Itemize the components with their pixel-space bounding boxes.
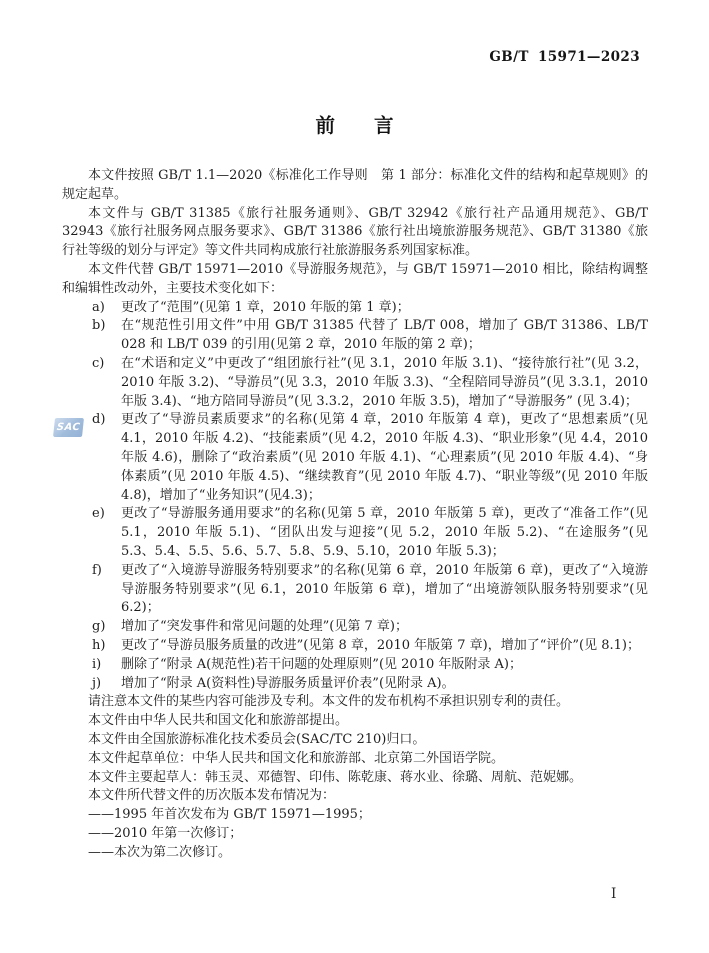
history-item: ——2010 年第一次修订； [88, 825, 243, 841]
change-item-label: h) [92, 637, 106, 653]
change-item [62, 411, 648, 505]
change-item [62, 656, 648, 675]
change-item-label: j) [92, 675, 102, 691]
change-item [62, 505, 648, 561]
main-drafters: 本文件主要起草人：韩玉灵、邓德智、印伟、陈乾康、蒋水业、徐璐、周航、范妮娜。 [88, 769, 583, 785]
change-item [62, 317, 648, 355]
change-item-label: e) [92, 506, 105, 522]
history-intro: 本文件所代替文件的历次版本发布情况为： [88, 788, 336, 804]
change-item-text: 删除了“附录 A(规范性)若干问题的处理原则”(见 2010 年版附录 A)； [121, 656, 522, 672]
proposed-by: 本文件由中华人民共和国文化和旅游部提出。 [88, 713, 349, 729]
foreword-title: 前 言 [315, 114, 394, 137]
change-item-text: 更改了“入境游导游服务特别要求”的名称(见第 6 章，2010 年版第 6 章)，更改了“入境游导游服务特别要求”(见 6.1，2010 年版第 6 章)，增加了“出境游领队服务特别要求”(见 6.2)； [121, 562, 648, 616]
change-item-label: c) [92, 355, 105, 371]
change-item-text: 在“规范性引用文件”中用 GB/T 31385 代替了 LB/T 008，增加了 GB/T 31386、LB/T 028 和 LB/T 039 的引用(见第 2 章，2010 年版的第 2 章)； [121, 318, 648, 353]
change-item-text: 更改了“范围”(见第 1 章，2010 年版的第 1 章)； [121, 299, 410, 315]
intro-paragraph: 本文件按照 GB/T 1.1—2020《标准化工作导则 第 1 部分：标准化文件的结构和起草规则》的规定起草。 [62, 168, 648, 202]
change-item-label: a) [92, 299, 105, 315]
change-item-label: g) [92, 619, 106, 635]
change-item [62, 675, 648, 694]
change-item [62, 299, 648, 318]
foreword-body [62, 167, 648, 862]
change-item [62, 618, 648, 637]
page-number: Ⅰ [611, 886, 617, 902]
change-item-label: d) [92, 412, 106, 428]
history-item: ——本次为第二次修订。 [88, 844, 232, 860]
change-item-label: i) [92, 656, 102, 672]
change-item-label: b) [92, 318, 106, 334]
centralized-by: 本文件由全国旅游标准化技术委员会(SAC/TC 210)归口。 [88, 731, 426, 747]
intro-paragraph: 本文件与 GB/T 31385《旅行社服务通则》、GB/T 32942《旅行社产品通用规范》、GB/T 32943《旅行社服务网点服务要求》、GB/T 31386《旅行社出境旅游服务规范》、GB/T 31380《旅行社等级的划分与评定》等文件共同构成旅行社旅游服务系列国家标准。 [62, 205, 648, 259]
history-item: ——1995 年首次发布为 GB/T 15971—1995； [88, 807, 371, 823]
change-item-text: 在“术语和定义”中更改了“组团旅行社”(见 3.1，2010 年版 3.1)、“接待旅行社”(见 3.2，2010 年版 3.2)、“导游员”(见 3.3，2010 年版 3.3)、“全程陪同导游员”(见 3.3.1，2010 年版 3.4)、“地方陪同导游员”(见 3.3.2，2010 年版 3.5)，增加了“导游服务” (见 3.4)； [121, 355, 648, 409]
change-item-text: 增加了“附录 A(资料性)导游服务质量评价表”(见附录 A)。 [121, 675, 455, 691]
change-item [62, 355, 648, 411]
change-item-text: 更改了“导游服务通用要求”的名称(见第 5 章，2010 年版第 5 章)，更改了“准备工作”(见 5.1，2010 年版 5.1)、“团队出发与迎接”(见 5.2，2010 年版 5.2)、“在途服务”(见 5.3、5.4、5.5、5.6、5.7、5.8、5.9、5.10，2010 年版 5.3)； [121, 506, 648, 559]
intro-paragraph: 本文件代替 GB/T 15971—2010《导游服务规范》，与 GB/T 15971—2010 相比，除结构调整和编辑性改动外，主要技术变化如下： [62, 261, 648, 296]
patent-notice: 请注意本文件的某些内容可能涉及专利。本文件的发布机构不承担识别专利的责任。 [88, 694, 570, 710]
change-item-text: 更改了“导游员服务质量的改进”(见第 8 章，2010 年版第 7 章)，增加了“评价”(见 8.1)； [121, 637, 640, 653]
change-item-text: 更改了“导游员素质要求”的名称(见第 4 章，2010 年版第 4 章)，更改了“思想素质”(见 4.1，2010 年版 4.2)、“技能素质”(见 4.2，2010 年版 4.3)、“职业形象”(见 4.4，2010 年版 4.6)，删除了“政治素质”(见 2010 年版 4.1)、“心理素质”(见 2010 年版 4.4)、“身体素质”(见 2010 年版 4.5)、“继续教育”(见 2010 年版 4.7)、“职业等级”(见 2010 年版 4.8)，增加了“业务知识”(见4.3)； [121, 412, 648, 503]
change-item [62, 637, 648, 656]
drafting-organizations: 本文件起草单位：中华人民共和国文化和旅游部、北京第二外国语学院。 [88, 750, 505, 766]
standard-number: GB/T 15971—2023 [489, 49, 640, 65]
change-item-text: 增加了“突发事件和常见问题的处理”(见第 7 章)； [121, 619, 408, 635]
sac-watermark-text: SAC [56, 422, 81, 433]
change-item-label: f) [92, 562, 102, 578]
change-item [62, 562, 648, 618]
